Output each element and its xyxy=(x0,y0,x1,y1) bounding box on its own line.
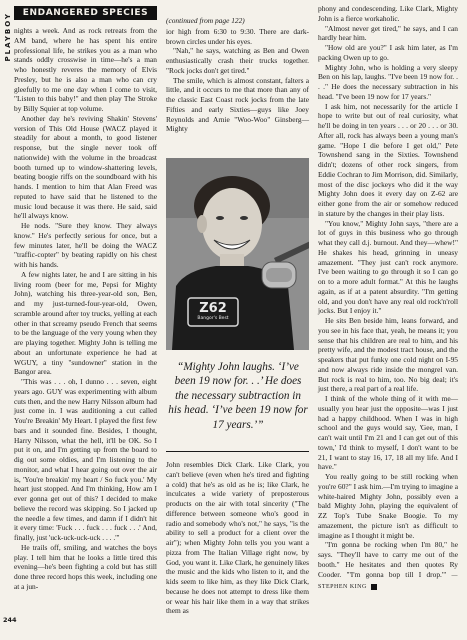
dj-photo xyxy=(166,158,309,350)
paragraph: He trails off, smiling, and watches the boys play. I tell him that he looks a little tired this evening—he's been fighting a cold but has still done three record hops this week, including one at a jun- xyxy=(14,542,157,591)
article-column-2-bottom xyxy=(166,460,309,616)
paragraph: phony and condescending. Like Clark, Mighty John is a fierce workaholic. xyxy=(318,4,458,23)
pull-quote-rule xyxy=(166,451,309,452)
magazine-side-label: PLAYBOY xyxy=(4,12,12,62)
paragraph: "Almost never get tired," he says, and I can hardly hear him. xyxy=(318,23,458,43)
paragraph: "This was . . . oh, I dunno . . . seven, eight years ago. GUY was experimenting with album cuts then, and the new Harry Nilsson album had just come in. I was auditioning a cut called You're Breakin' My Heart. I played the first few bars and it sounded fine. Besides, I thought, Harry Nilsson, what the hell, it'll be OK. So I put it on, and I'm getting up from the board to dig out some oldies, and I'm listening to the monitor, and what I hear going out over the air is, 'You're breakin' my heart / So fuck you.' My heart just stopped. And I'm thinking, How am I ever gonna get out of this? I decided to make believe the record was skipping. So I jacked up the needle a few times, and damn if I didn't hit it every time: 'Fuck . . . fuck . . . fuck . . .' And, finally, just 'uck-uck-uck-uck . . . .'" xyxy=(14,377,157,542)
pull-quote: “Mighty John laughs. ‘I’ve been 19 now for. . .’ He does the necessary subtraction in his head. ‘I’ve been 19 now for 17 years.’” xyxy=(168,361,308,431)
dj-photo-illustration xyxy=(166,158,309,350)
paragraph: Another day he's reviving Shakin' Stevens' version of This Old House (WACZ played it steadily for about a month, to good listener response, but the single never took off nationwide) with the volume in the broadcast booth turned up to window-shattering levels, beating boogie riffs on the soundboard with his hands. I mention to him that Alan Freed was reputed to have said that he listened to the music loud because it was there. He said, said he'll always know. xyxy=(14,113,157,221)
paragraph-text: "I'm gonna be rocking when I'm 80," he says. "They'll have to carry me out of the booth." He hesitates and then quotes Ry Cooder. "'I'm gonna bop till I drop.'" xyxy=(318,540,458,579)
section-title: ENDANGERED SPECIES xyxy=(14,6,157,20)
article-column-2-top xyxy=(166,16,309,134)
paragraph: You really going to be still rocking when you're 60?" I ask him.—I'm trying to imagine a white-haired Mighty John, possibly even a bald Mighty John, playing the equivalent of ZZ Top's Tube Snake Boogie. To my amazement, the picture isn't as difficult to imagine as I thought it might be. xyxy=(318,472,458,540)
article-column-3 xyxy=(318,4,458,593)
paragraph: nights a week. And as rock retreats from the AM band, where he has spent his entire professional life, he strikes you as a man who stands oddly crosswise in time—he's a man who honestly reveres the memory of Elvis Presley, but he is also a man who can cry gleefully to me one day when I come to visit, "Listen to this baby!" and then play The Stroke by Billy Squier at top volume. xyxy=(14,26,157,113)
paragraph xyxy=(318,540,458,593)
paragraph: He sits Ben beside him, leans forward, and you see in his face that, yeah, he means it; you sense that his children are real to him, and his pretty wife, and the modest tract house, and the speakers that put funky one cold night on I-95 and now always ride inside the mongrel van. But rock is real to him, too. No big deal; it's just there, a real part of a real life. xyxy=(318,316,458,394)
paragraph: "How old are you?" I ask him later, as I'm packing Owen up to go. xyxy=(318,43,458,62)
paragraph: He nods. "Sure they know. They always know." He's perfectly serious for once, but a few minutes later, he'll be doing the WACZ "traffic-copter" by beating rapidly on his chest with his hands. xyxy=(14,221,157,269)
article-column-1 xyxy=(14,26,157,592)
paragraph: Mighty John, who is holding a very sleepy Ben on his lap, laughs. "I've been 19 now for. . . ." He does the necessary subtraction in his head. "I've been 19 now for 17 years." xyxy=(318,62,458,101)
paragraph: "Nah," he says, watching as Ben and Owen enthusiastically crash their trucks together. "Rock jocks don't get tired." xyxy=(166,46,309,75)
paragraph: I ask him, not necessarily for the article I hope to write but out of real curiosity, what he'll be doing in ten years . . . or 20 . . . or 30. After all, rock has always been a young man's game. "Hope I die before I get old," Pete Townshend sang in the Sixties. Townshend didn't; dozens of other rock singers, from Eddie Cochran to Jim Morrison, did. Similarly, most of the disc jockeys who did it the way Mighty John does it every day on Z-62 are either gone from the air or somehow reduced in stature by the changes in their play lists. xyxy=(318,101,458,218)
paragraph: John resembles Dick Clark. Like Clark, you can't believe (even when he's tired and fighting a cold) that he's as old as he is; like Clark, he inculcates a wide variety of preposterous products on the air with total sincerity ("The difference between someone who's good in radio and somebody who's not," he says, "is the ability to sell a product for a client over the air"); when Mighty John tells you you want a pizza from The Italian Village right now, by God, you want it. Like Clark, he genuinely likes the music and the kids who listen to it, and the kids seem to like him, as they like Dick Clark, because he does not attempt to dress like them or wear his hair like them in a way that strikes them as xyxy=(166,460,309,616)
byline: —STEPHEN KING xyxy=(318,572,458,591)
paragraph: I think of the whole thing of it with me—usually you hear just the opposite—was I just had a happy childhood. When I was in high school and the guys would say, 'Gee, man, I can't wait until I'm 21 and I can get out of this town,' I'd think to myself, I don't want to be 21, I want to stay 16, 17, 18 all my life. And I have." xyxy=(318,394,458,472)
paragraph: The smile, which is almost constant, falters a little, and it occurs to me that more than any of the classic East Coast rock jocks from the late Fifties and early Sixties—guys like Joey Reynolds and Arnie "Woo-Woo" Ginsberg—Mighty xyxy=(166,75,309,134)
page-number: 244 xyxy=(3,616,17,624)
end-mark-icon: Y xyxy=(371,584,377,590)
continued-note: (continued from page 122) xyxy=(166,16,245,25)
paragraph: A few nights later, he and I are sitting in his living room (beer for me, Pepsi for Mighty John), watching his three-year-old son, Ben, and my just-turned-four-year-old, Owen, scramble around after toy trucks, yelling at each other in that screamy pseudo French that seems to be the language of the very young when they are playing together. Mighty John is telling me about an unfortunate experience he had at WGUY, a tiny "sundowner" station in the Bangor area. xyxy=(14,269,157,377)
paragraph: ior high from 6:30 to 9:30. There are dark-brown circles under his eyes. xyxy=(166,26,309,46)
shirt-logo-subtext: Bangor's Best xyxy=(197,316,229,321)
paragraph: "You know," Mighty John says, "there are a lot of guys in this business who go through what they call d.j. burnout. And they—whew!" He shakes his head, grinning in uneasy amazement. "They just can't rock anymore. I've been waiting to go through it so I can go on to a more adult format." At this he laughs again, as if at a patent absurdity. "I'm getting old, and you don't have any real old rock'n'roll jocks. But I enjoy it." xyxy=(318,218,458,316)
shirt-logo-text: Z62 xyxy=(199,301,227,316)
